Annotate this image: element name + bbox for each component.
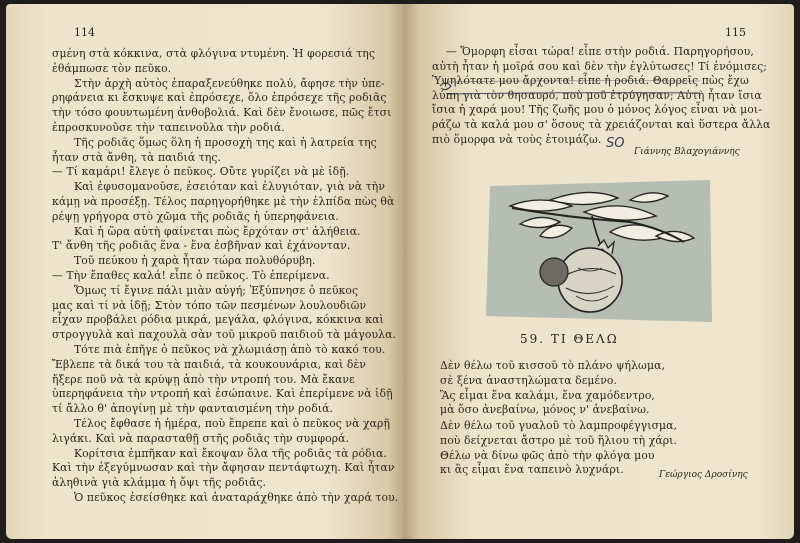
pomegranate-branch-icon xyxy=(480,176,718,322)
handwritten-so-mark: SO xyxy=(606,136,625,151)
poem-author-signature: Γεώργιος Δροσίνης xyxy=(659,470,748,480)
text-line: ράζω τὰ καλά μου σ' ὅσους τὰ χρειάζονται καὶ ὕστερα ἄλλα xyxy=(432,118,771,131)
text-line: αὐτὴ ἦταν ἡ μοῖρά σου καὶ δὲν τὴν ἐγλύτωσες! Τί ἐνόμισες; xyxy=(432,59,768,73)
text-line: πιὸ ὅμορφα νὰ τοὺς ἑτοιμάζω. xyxy=(432,132,602,146)
text-line: ἀληθινὰ γιὰ κλάμμα ἡ ὄψι τῆς ροδιᾶς. xyxy=(52,476,267,490)
text-line: ἴσια ἡ χαρά μου! Τῆς ζωῆς μου ὁ μόνος λόγος εἶναι νὰ μοι- xyxy=(432,103,762,117)
text-line: Καὶ ἡ ὥρα αὐτὴ φαίνεται πὼς ἔρχόταν στ' ἀλήθεια. xyxy=(74,224,361,238)
text-line: ἐπροσκυνοῦσε τὴν ταπεινοῦλα τὴν ροδιά. xyxy=(52,121,285,134)
text-line: ὑπερηφάνεια τὴν ντροπή καὶ ἐσώπαινε. Καὶ ἐπερίμενε νὰ ἰδῇ xyxy=(52,387,393,401)
text-line: Τέλος ἔφθασε ἡ ἡμέρα, ποὺ ἔπρεπε καὶ ὁ πεῦκος νὰ χαρῇ xyxy=(74,417,391,430)
text-line: Ἔβλεπε τὰ δικά του τὰ παιδιά, τὰ κουκουνάρια, καὶ δὲν xyxy=(52,357,367,371)
page-number-left: 114 xyxy=(74,26,95,39)
text-line: ἐθάμπωσε τὸν πεῦκο. xyxy=(52,61,172,75)
text-line: Τ' ἄνθη τῆς ροδιᾶς ἕνα - ἕνα ἐσβῆναν καὶ ἐχάνονταν. xyxy=(52,239,351,253)
text-line: ἦταν στὰ ἄνθη, τὰ παιδιά της. xyxy=(52,150,222,164)
text-line: Καὶ τὴν ἐξεγύμνωσαν καὶ τὴν ἄφησαν πεντάφτωχη. Καὶ ἦταν xyxy=(52,461,395,475)
text-line: Τοῦ πεύκου ἡ χαρὰ ἦταν τώρα πολυθόρυβη. xyxy=(74,254,316,268)
text-line: κάμῃ νὰ προσέξῃ. Τέλος παρηγορήθηκε μὲ τὴν ἐλπίδα πὼς θὰ xyxy=(52,195,395,208)
text-line: ρέψῃ γρήγορα στὸ χῶμα τῆς ροδιᾶς ἡ ὑπερηφάνεια. xyxy=(52,209,339,223)
text-line: ἤξερε ποῦ νὰ τὰ κρύψῃ ἀπὸ τὴν ντροπή του. Μὰ ἔκανε xyxy=(52,372,355,386)
text-line: στρογγυλὰ καὶ παχουλὰ σὰν τοῦ μικροῦ παιδιοῦ τὰ μάγουλα. xyxy=(52,328,396,342)
text-line: σμένη στὰ κόκκινα, στὰ φλόγινα ντυμένη. Ἡ φορεσιά της xyxy=(52,47,376,60)
text-line: Ὅμως τί ἔγινε πάλι μιὰν αὐγή; Ἐξύπνησε ὁ πεῦκος xyxy=(74,283,359,297)
text-line: Καὶ ἐφυσομανοῦσε, ἐσειόταν καὶ ἐλυγιόταν, γιὰ νὰ τὴν xyxy=(74,180,386,194)
text-line: Ὑψηλότατε μου ἄρχοντα! εἶπε ἡ ροδιά. Θαρρεῖς πὼς ἔχω xyxy=(432,74,749,88)
text-line: — Ὅμορφη εἶσαι τώρα! εἶπε στὴν ροδιά. Παρηγορήσου, xyxy=(446,45,754,58)
poem-line: Δὲν θέλω τοῦ γυαλοῦ τὸ λαμπροφέγγισμα, xyxy=(440,419,678,432)
poem-line: μὰ ὅσο ἀνεβαίνω, μόνος ν' ἀνεβαίνω. xyxy=(440,403,650,417)
page-number-right: 115 xyxy=(725,26,746,39)
text-line: Κορίτσια ἐμπῆκαν καὶ ἔκοψαν ὅλα τῆς ροδιᾶς τὰ ρόδια. xyxy=(74,446,387,460)
text-line: ρηφάνεια κι ἔσκυψε καὶ ἐπρόσεχε, ὅλο ἐπρόσεχε τῆς ροδιᾶς xyxy=(52,91,387,105)
poem-line: κι ἂς εἶμαι ἕνα ταπεινὸ λυχνάρι. xyxy=(440,463,624,477)
poem-line: Δὲν θέλω τοῦ κισσοῦ τὸ πλάνο ψήλωμα, xyxy=(440,359,665,372)
story-author-signature: Γιάννης Βλαχογιάννης xyxy=(634,147,740,157)
text-line: Τότε πιὰ ἐπῆγε ὁ πεῦκος νὰ χλωμιάσῃ ἀπὸ τὸ κακό του. xyxy=(74,343,386,356)
text-line: εἶχαν προβάλει ρόδια μικρά, μεγάλα, φλόγινα, κόκκινα καὶ xyxy=(52,313,384,327)
poem-line: Ἂς εἶμαι ἕνα καλάμι, ἕνα χαμόδεντρο, xyxy=(440,388,655,402)
text-line: τὴν τόσο φουντωμένη ἀνθοβολιά. Καὶ δὲν ἔνοιωσε, πῶς ἔτσι xyxy=(52,106,392,120)
left-page xyxy=(6,4,404,539)
poem-line: ποὺ δείχνεται ἄστρο μὲ τοῦ ἥλιου τὴ χάρι. xyxy=(440,433,678,447)
poem-title: 59. ΤΙ ΘΕΛΩ xyxy=(520,332,619,346)
text-line: — Τὴν ἔπαθες καλά! εἶπε ὁ πεῦκος. Τὸ ἐπερίμενα. xyxy=(52,269,330,282)
text-line: μας καὶ τί νὰ ἰδῇ; Στὸν τόπο τῶν πεσμένων λουλουδιῶν xyxy=(52,298,367,312)
text-line: Ὁ πεῦκος ἐσείσθηκε καὶ ἀναταράχθηκε ἀπὸ τὴν χαρά του. xyxy=(74,491,399,504)
poem-line: Θέλω νὰ δίνω φῶς ἀπὸ τὴν φλόγα μου xyxy=(440,448,655,462)
text-line: τί ἄλλο θ' ἀπογίνῃ μὲ τὴν φανταισμένη τὴν ροδιά. xyxy=(52,402,334,416)
poem-line: σὲ ξένα ἀναστηλώματα δεμένο. xyxy=(440,373,618,387)
text-line: — Τί καμάρι! ἔλεγε ὁ πεῦκος. Οὔτε γυρίζει νὰ μὲ ἰδῇ. xyxy=(52,165,350,179)
text-line: Στὴν ἀρχὴ αὐτὸς ἐπαραξενεύθηκε πολύ, ἄφησε τὴν ὑπε- xyxy=(74,76,385,90)
text-line: Τῆς ροδιᾶς ὅμως ὅλη ἡ προσοχὴ της καὶ ἡ λατρεία της xyxy=(74,135,377,149)
text-line: λύπη γιὰ τὸν θησαυρό, ποὺ μοῦ ἐτρύγησαν; Αὐτὴ ἦταν ἴσια xyxy=(432,88,762,102)
text-line: λιγάκι. Καὶ νὰ παρασταθῇ στῆς ροδιᾶς τὴν συμφορά. xyxy=(52,431,350,445)
